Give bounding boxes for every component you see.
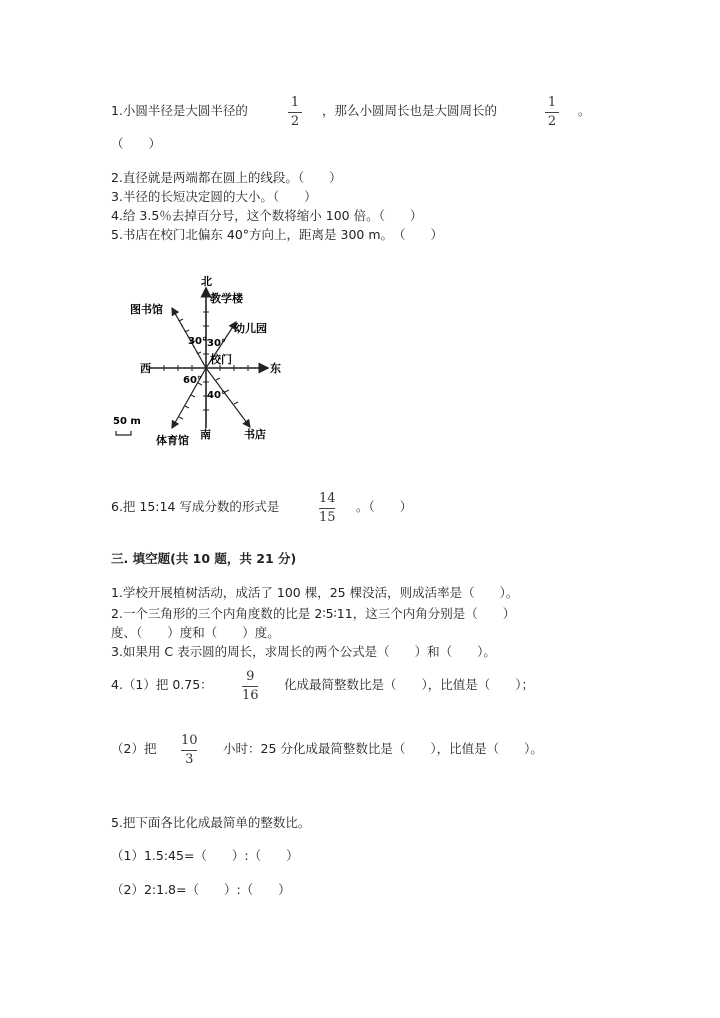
q6-text-pre: 6.把 15:14 写成分数的形式是	[111, 499, 280, 514]
fill-q2-line2: 度、（ ）度和（ ）度。	[111, 625, 280, 640]
fraction-denominator: 16	[242, 688, 259, 703]
q1-text-pre: 1.小圆半径是大圆半径的	[111, 103, 248, 118]
label-north: 北	[201, 275, 212, 288]
scale-bar	[116, 431, 131, 435]
q1-answer-paren: （ ）	[111, 136, 162, 151]
fill-q3-text: 3.如果用 C 表示圆的周长，求周长的两个公式是（ ）和（ ）。	[111, 644, 496, 659]
label-angle-d: 40°	[207, 390, 226, 401]
fill-q4b-text-post: 小时：25 分化成最简整数比是（ ），比值是（ ）。	[223, 741, 543, 756]
q1-fraction-2	[545, 96, 559, 129]
direction-map-diagram	[110, 270, 300, 450]
q6-fraction	[319, 492, 336, 525]
fraction-numerator: 9	[246, 669, 255, 684]
label-library: 图书馆	[130, 303, 163, 316]
label-east: 东	[270, 362, 281, 375]
fill-q5-text: 5.把下面各比化成最简单的整数比。	[111, 815, 311, 830]
fill-q2-line1: 2.一个三角形的三个内角度数的比是 2∶5∶11，这三个内角分别是（ ）	[111, 606, 516, 621]
fill-q5a-text: （1）1.5:45=（ ）:（ ）	[111, 848, 299, 863]
fraction-numerator: 14	[319, 491, 336, 506]
fraction-numerator: 10	[181, 733, 198, 748]
q3-text: 3.半径的长短决定圆的大小。（ ）	[111, 189, 317, 204]
q2-text: 2.直径就是两端都在圆上的线段。（ ）	[111, 170, 342, 185]
q5-text: 5.书店在校门北偏东 40°方向上，距离是 300 m。 （ ）	[111, 227, 444, 242]
section-heading: 三. 填空题(共 10 题，共 21 分)	[111, 551, 297, 566]
fraction-denominator: 2	[290, 114, 300, 129]
label-teaching-building: 教学楼	[210, 292, 243, 305]
label-angle-a: 30°	[188, 336, 207, 347]
fraction-numerator: 1	[290, 95, 300, 110]
q1-fraction-1	[288, 96, 302, 129]
label-angle-b: 30°	[207, 338, 226, 349]
label-angle-c: 60°	[183, 375, 202, 386]
label-scale: 50 m	[113, 416, 141, 427]
fraction-denominator: 3	[185, 752, 194, 767]
fill-q4a-fraction	[242, 670, 259, 703]
label-bookstore: 书店	[244, 428, 266, 441]
q4-text: 4.给 3.5％去掉百分号，这个数将缩小 100 倍。（ ）	[111, 208, 423, 223]
fraction-denominator: 15	[319, 510, 336, 525]
fill-q1-text: 1.学校开展植树活动，成活了 100 棵，25 棵没活，则成活率是（ ）。	[111, 585, 519, 600]
fraction-numerator: 1	[547, 95, 557, 110]
fill-q4b-text-pre: （2）把	[111, 741, 157, 756]
q1-text-mid: ，那么小圆周长也是大圆周长的	[322, 103, 498, 118]
fraction-denominator: 2	[547, 114, 557, 129]
fill-q4a-text-post: 化成最简整数比是（ ），比值是（ ）；	[284, 677, 535, 692]
label-kindergarten: 幼儿园	[234, 322, 267, 335]
label-south: 南	[200, 428, 211, 441]
fill-q4a-text-pre: 4.（1）把 0.75：	[111, 677, 213, 692]
q1-text-post: 。	[578, 103, 591, 118]
q6-text-post: 。（ ）	[356, 499, 413, 514]
label-gym: 体育馆	[156, 434, 189, 447]
fill-q5b-text: （2）2:1.8=（ ）:（ ）	[111, 882, 291, 897]
label-west: 西	[140, 362, 151, 375]
fill-q4b-fraction	[181, 734, 198, 767]
label-school-gate: 校门	[210, 353, 232, 366]
